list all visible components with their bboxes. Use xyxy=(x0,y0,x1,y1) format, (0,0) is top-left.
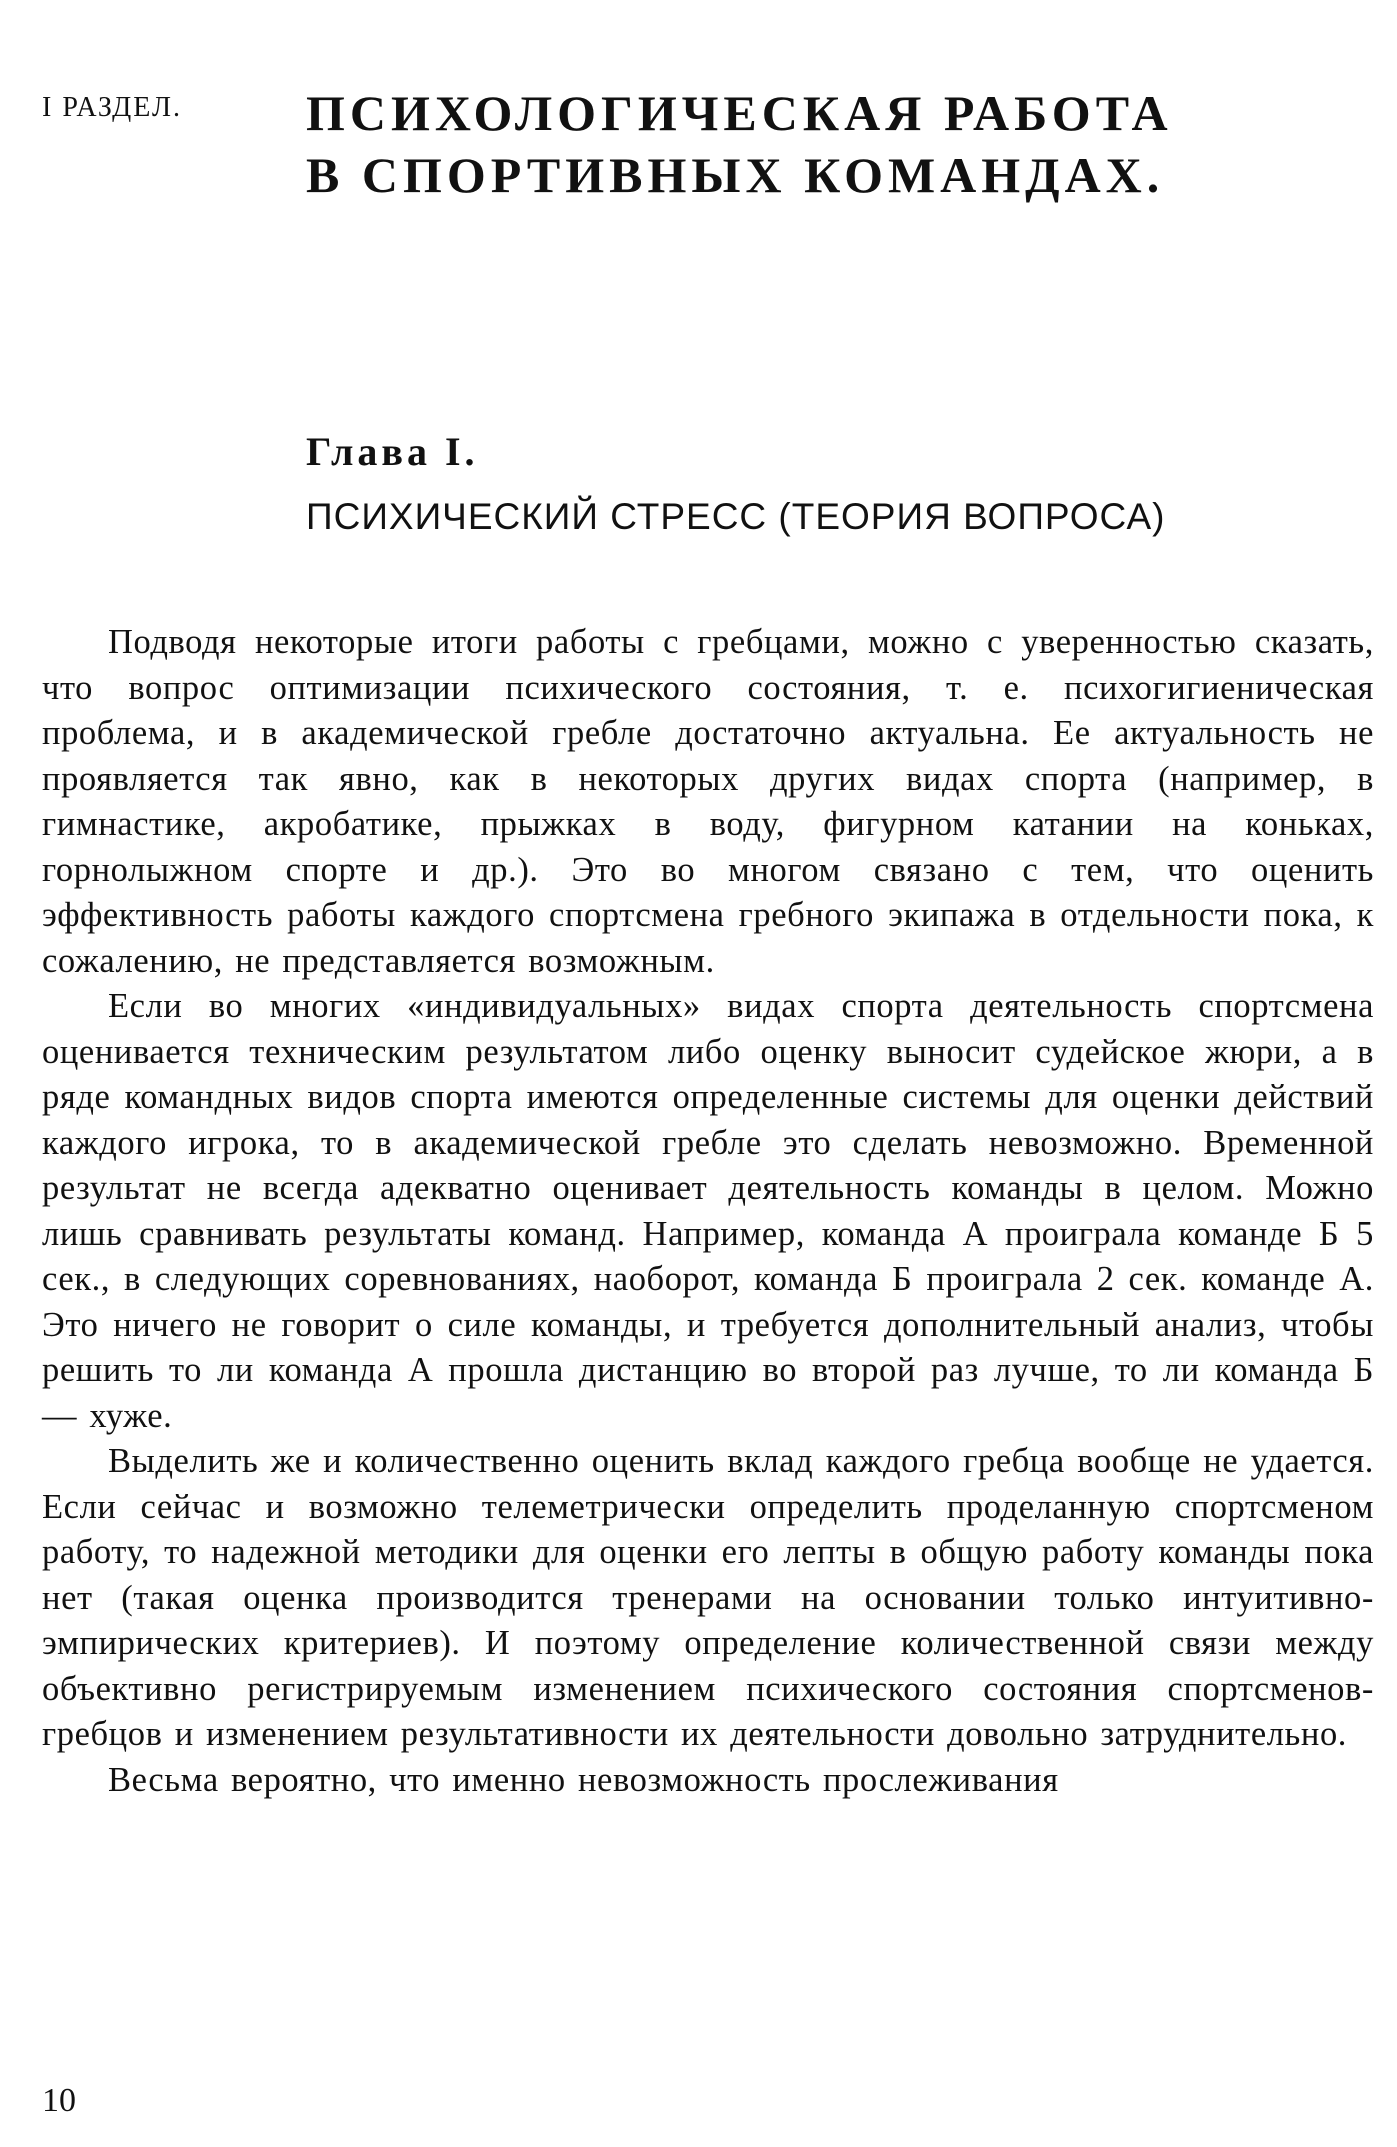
paragraph-3: Выделить же и количественно оценить вклад каждого гребца вообще не удается. Если сейчас и возможно телеметрически определить проделанную спортсменом работу, то надежной методики для оценки его лепты в общую работу команды пока нет (такая оценка производится тренерами на основании только интуитивно-эмпирических критериев). И поэтому определение количественной связи между объективно регистрируемым изменением психического состояния спортсменов-гребцов и изменением результативности их деятельности довольно затруднительно. xyxy=(42,1442,1374,1753)
paragraph-4: Весьма вероятно, что именно невозможность прослеживания xyxy=(108,1760,1059,1799)
section-title xyxy=(306,82,1173,206)
paragraph-2: Если во многих «индивидуальных» видах спорта деятельность спортсмена оценивается техническим результатом либо оценку выносит судейское жюри, а в ряде командных видов спорта имеются определенные системы для оценки действий каждого игрока, то в академической гребле это сделать невозможно. Временной результат не всегда адекватно оценивает деятельность команды в целом. Можно лишь сравнивать результаты команд. Например, команда А проиграла команде Б 5 сек., в следующих соревнованиях, наоборот, команда Б проиграла 2 сек. команде А. Это ничего не говорит о силе команды, и требуется дополнительный анализ, чтобы решить то ли команда А прошла дистанцию во второй раз лучше, то ли команда Б — хуже. xyxy=(42,987,1374,1435)
section-label: I РАЗДЕЛ. xyxy=(42,92,182,123)
section-title-line-1: ПСИХОЛОГИЧЕСКАЯ РАБОТА xyxy=(306,85,1173,141)
section-title-line-2: В СПОРТИВНЫХ КОМАНДАХ. xyxy=(306,147,1165,203)
page-number: 10 xyxy=(42,2082,76,2119)
body-text xyxy=(42,620,1374,1803)
chapter-label: Глава I. xyxy=(306,429,479,474)
chapter-title: ПСИХИЧЕСКИЙ СТРЕСС (ТЕОРИЯ ВОПРОСА) xyxy=(306,496,1166,537)
paragraph-1: Подводя некоторые итоги работы с гребцами, можно с уверенностью сказать, что вопрос оптимизации психического состояния, т. е. психогигиеническая проблема, и в академической гребле достаточно актуальна. Ее актуальность не проявляется так явно, как в некоторых других видах спорта (например, в гимнастике, акробатике, прыжках в воду, фигурном катании на коньках, горнолыжном спорте и др.). Это во многом связано с тем, что оценить эффективность работы каждого спортсмена гребного экипажа в отдельности пока, к сожалению, не представляется возможным. xyxy=(42,623,1374,980)
